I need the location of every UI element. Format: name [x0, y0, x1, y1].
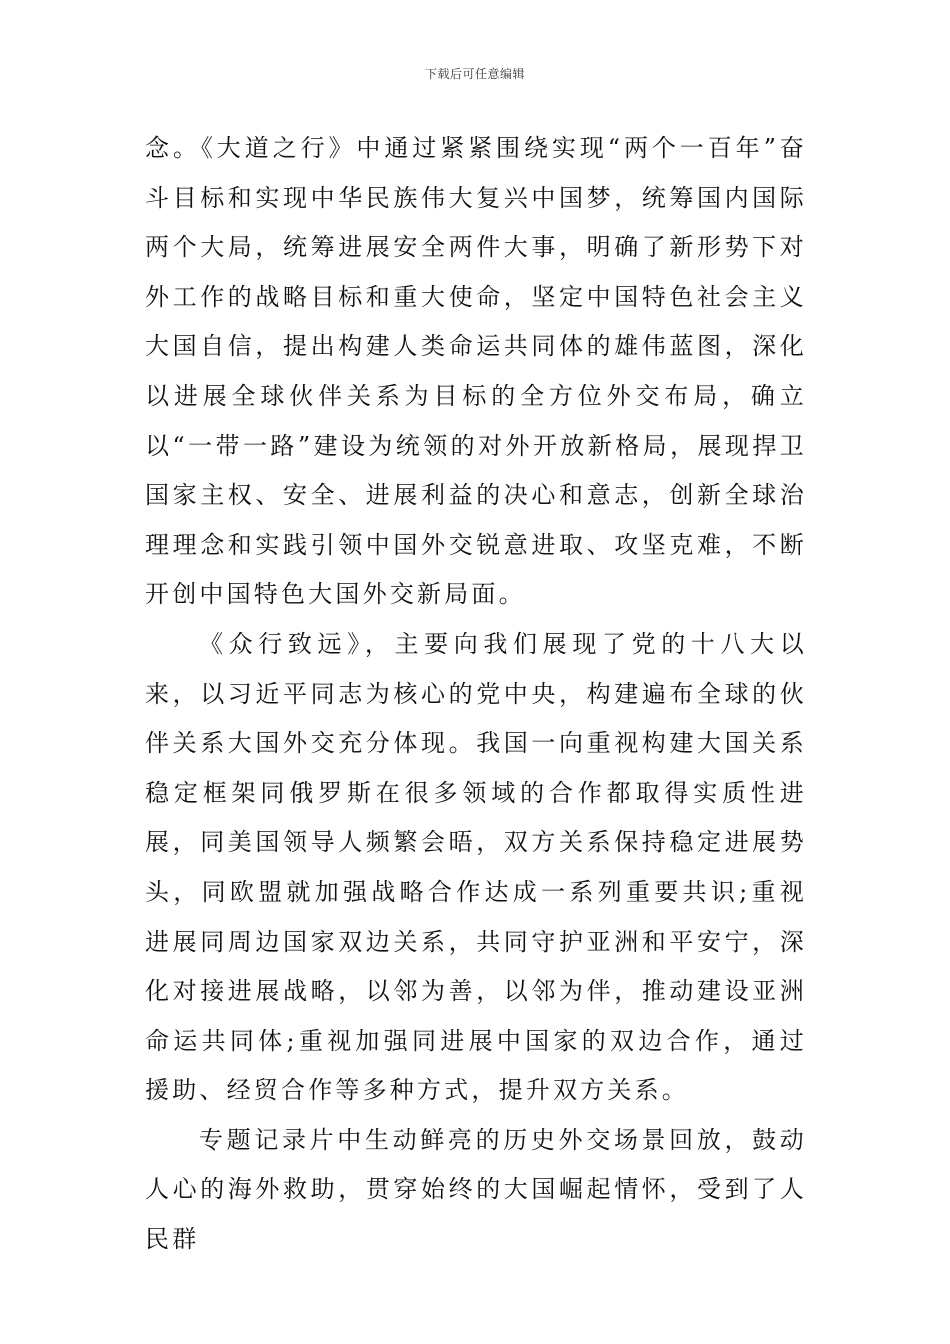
paragraph-zhongxing-zhiyuan: 《众行致远》，主要向我们展现了党的十八大以来，以习近平同志为核心的党中央，构建遍布全球的伙伴关系大国外交充分体现。我国一向重视构建大国关系稳定框架同俄罗斯在很多领域的合作都取得实质性进展，同美国领导人频繁会晤，双方关系保持稳定进展势头，同欧盟就加强战略合作达成一系列重要共识;重视进展同周边国家双边关系，共同守护亚洲和平安宁，深化对接进展战略，以邻为善，以邻为伴，推动建设亚洲命运共同体;重视加强同进展中国家的双边合作，通过援助、经贸合作等多种方式，提升双方关系。	[145, 629, 807, 1105]
paragraph-documentary: 专题记录片中生动鲜亮的历史外交场景回放，鼓动人心的海外救助，贯穿始终的大国崛起情怀，受到了人民群	[145, 1125, 807, 1254]
page-header: 下载后可任意编辑	[424, 67, 525, 81]
document-body	[145, 124, 807, 1265]
paragraph-continuation: 念。《大道之行》中通过紧紧围绕实现“两个一百年”奋斗目标和实现中华民族伟大复兴中国梦，统筹国内国际两个大局，统筹进展安全两件大事，明确了新形势下对外工作的战略目标和重大使命，坚定中国特色社会主义大国自信，提出构建人类命运共同体的雄伟蓝图，深化以进展全球伙伴关系为目标的全方位外交布局，确立以“一带一路”建设为统领的对外开放新格局，展现捍卫国家主权、安全、进展利益的决心和意志，创新全球治理理念和实践引领中国外交锐意进取、攻坚克难，不断开创中国特色大国外交新局面。	[145, 134, 807, 609]
